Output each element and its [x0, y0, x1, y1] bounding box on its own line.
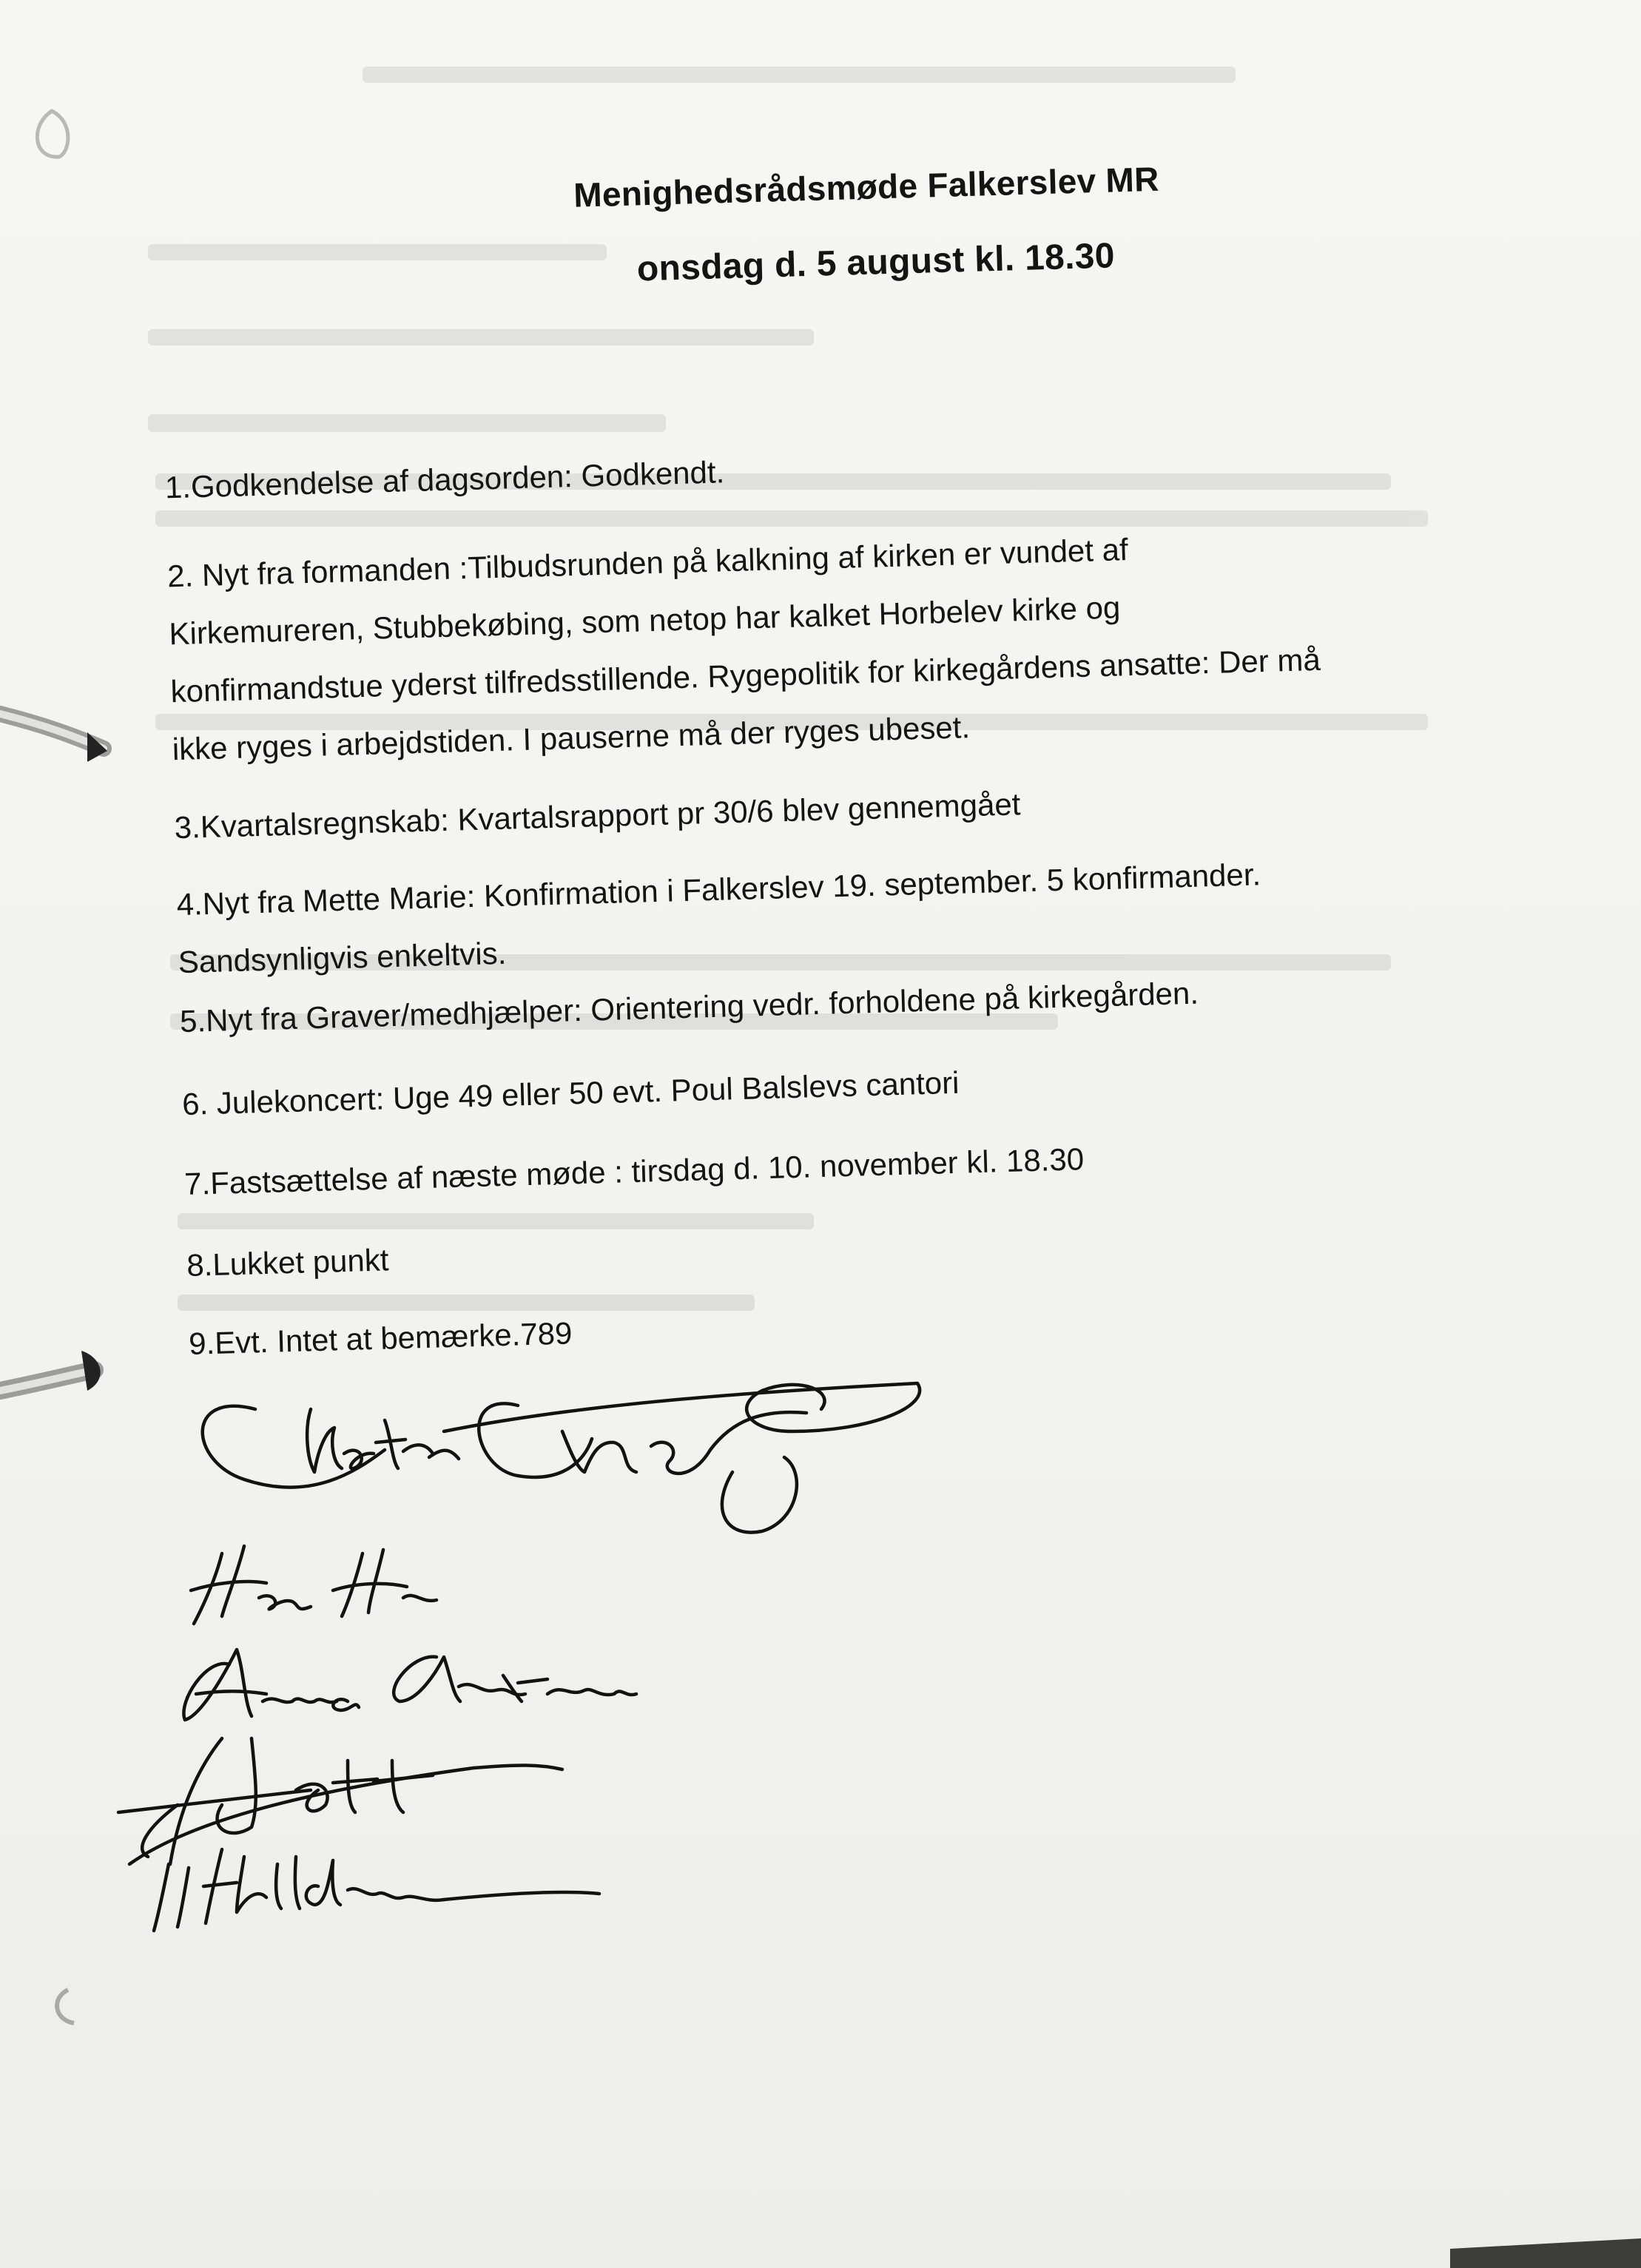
agenda-line: 1.Godkendelse af dagsorden: Godkendt.	[164, 454, 725, 505]
agenda-item-1	[164, 422, 1497, 516]
agenda-line: Sandsynligvis enkeltvis.	[178, 935, 507, 980]
agenda-line: 8.Lukket punkt	[186, 1242, 390, 1283]
agenda-item-6	[181, 1039, 1514, 1133]
agenda-line: 2. Nyt fra formanden :Tilbudsrunden på kalkning af kirken er vundet af	[166, 532, 1129, 594]
agenda-item-3	[174, 762, 1506, 857]
agenda-line: 3.Kvartalsregnskab: Kvartalsrapport pr 30/6 blev gennemgået	[174, 786, 1021, 846]
signature-3	[183, 1650, 636, 1720]
agenda-line: 7.Fastsættelse af næste møde : tirsdag d. 10. november kl. 18.30	[183, 1141, 1085, 1202]
agenda-item-2	[166, 510, 1504, 778]
document-title: Menighedsrådsmøde Falkerslev MR	[573, 159, 1160, 215]
agenda-line: ikke ryges i arbejdstiden. I pauserne må der ryges ubeset.	[172, 709, 971, 767]
agenda-line: Kirkemureren, Stubbekøbing, som netop har kalket Horbelev kirke og	[168, 590, 1121, 652]
agenda-item-8	[186, 1200, 1518, 1295]
signature-5	[154, 1849, 599, 1931]
agenda-line: 9.Evt. Intet at bemærke.789	[188, 1315, 573, 1361]
document-subtitle: onsdag d. 5 august kl. 18.30	[636, 236, 1116, 289]
agenda-item-7	[183, 1118, 1516, 1213]
agenda-line: 5.Nyt fra Graver/medhjælper: Orientering vedr. forholdene på kirkegården.	[179, 975, 1199, 1039]
agenda-line: 4.Nyt fra Mette Marie: Konfirmation i Falkerslev 19. september. 5 konfirmander.	[176, 857, 1261, 922]
agenda-line: konfirmandstue yderst tilfredsstillende. Rygepolitik for kirkegårdens ansatte: Der må	[169, 641, 1321, 709]
signature-4	[118, 1738, 562, 1864]
agenda-line: 6. Julekoncert: Uge 49 eller 50 evt. Poul Balslevs cantori	[181, 1064, 960, 1122]
agenda-item-9	[188, 1278, 1520, 1373]
signature-2	[191, 1546, 437, 1624]
